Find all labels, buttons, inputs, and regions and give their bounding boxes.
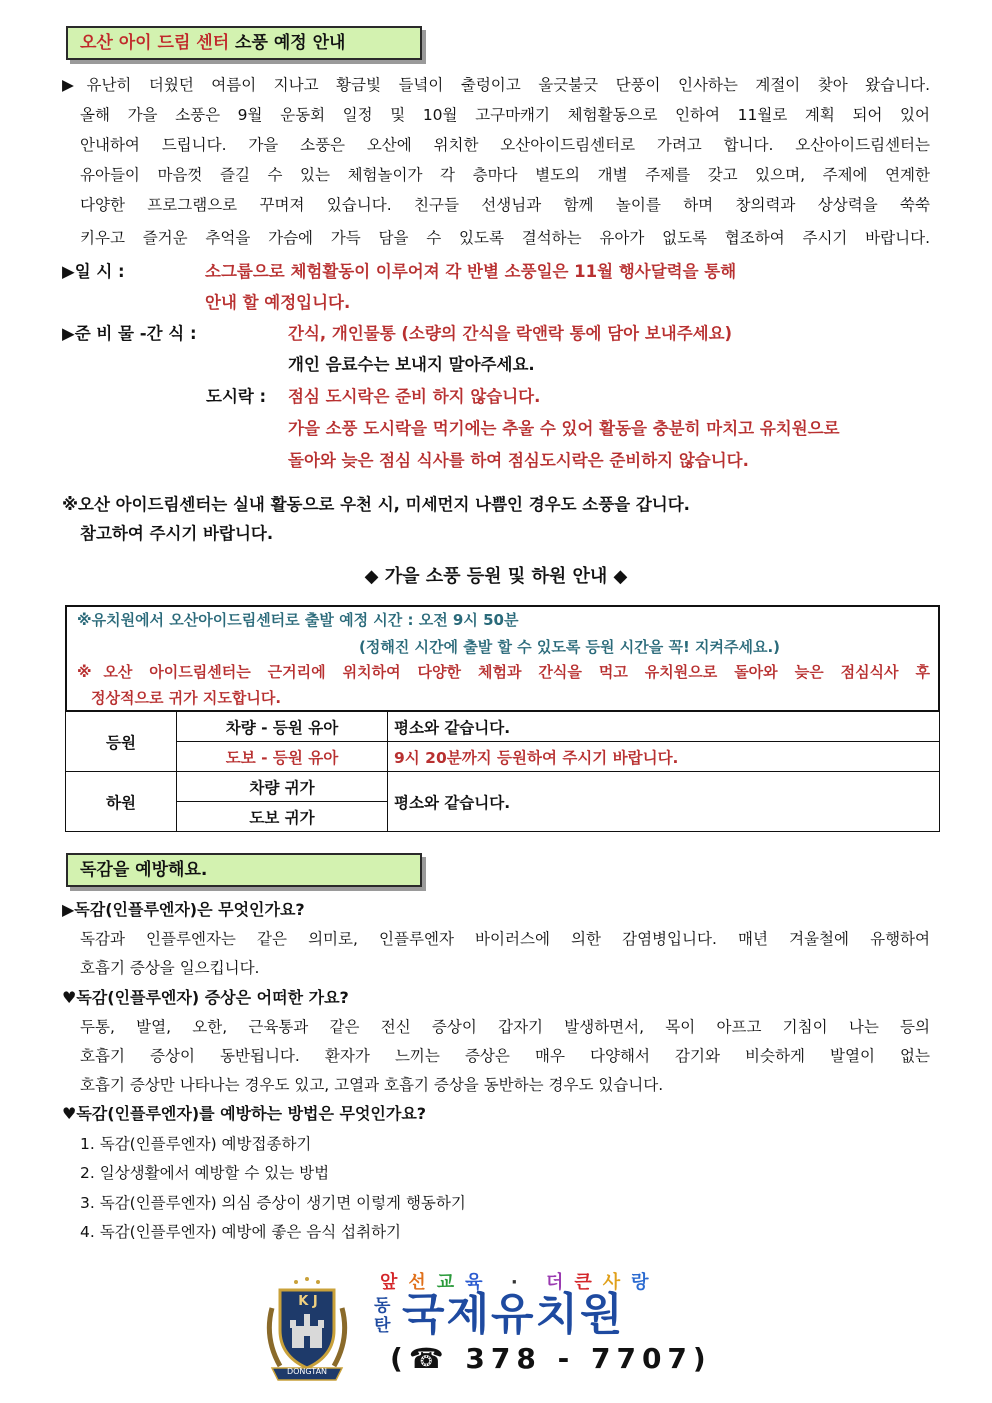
flu-answer-line: 호흡기 증상을 일으킵니다. bbox=[80, 959, 260, 977]
school-name: 국제유치원 bbox=[402, 1289, 625, 1340]
lunch-line: 가을 소풍 도시락을 먹기에는 추울 수 있어 활동을 충분히 마치고 유치원으로 bbox=[288, 419, 840, 438]
list-item: 2. 일상생활에서 예방할 수 있는 방법 bbox=[80, 1164, 330, 1182]
arrive-label: 등원 bbox=[66, 712, 177, 772]
attendance-heading: ◆ 가을 소풍 등원 및 하원 안내 ◆ bbox=[364, 566, 628, 587]
location-label bbox=[374, 1296, 390, 1336]
crest-banner: DONGTAN bbox=[286, 1367, 328, 1376]
table-row bbox=[66, 742, 940, 772]
schedule-line: 안내 할 예정입니다. bbox=[205, 293, 351, 312]
flu-question: ▶독감(인플루엔자)은 무엇인가요? bbox=[62, 900, 305, 919]
return-note: ※오산 아이드림센터는 근거리에 위치하여 다양한 체험과 간식을 먹고 유치원으로 돌아와 늦은 점심식사 후 bbox=[77, 663, 930, 681]
lunch-line: 돌아와 늦은 점심 식사를 하여 점심도시락은 준비하지 않습니다. bbox=[288, 451, 749, 470]
list-item: 1. 독감(인플루엔자) 예방접종하기 bbox=[80, 1135, 312, 1153]
leave-note: 평소와 같습니다. bbox=[388, 772, 940, 832]
weather-note: ※오산 아이드림센터는 실내 활동으로 우천 시, 미세먼지 나쁨인 경우도 소풍을 갑니다. bbox=[62, 495, 690, 514]
table-row bbox=[66, 772, 940, 802]
arrive-walk-note: 9시 20분까지 등원하여 주시기 바랍니다. bbox=[388, 742, 940, 772]
section-title-picnic bbox=[66, 26, 422, 60]
schedule-label: ▶일 시 : bbox=[62, 262, 125, 281]
table-row bbox=[66, 712, 940, 742]
intro-line: 키우고 즐거운 추억을 가슴에 가득 담을 수 있도록 결석하는 유아가 없도록 협조하여 주시기 바랍니다. bbox=[80, 229, 930, 247]
return-note: 정상적으로 귀가 지도합니다. bbox=[91, 689, 282, 707]
location-top: 동 bbox=[374, 1296, 391, 1316]
list-item: 3. 독감(인플루엔자) 의심 증상이 생기면 이렇게 행동하기 bbox=[80, 1194, 466, 1212]
intro-line: 다양한 프로그램으로 꾸며져 있습니다. 친구들 선생님과 함께 놀이를 하며 창의력과 상상력을 쑥쑥 bbox=[80, 196, 930, 214]
flu-answer-line: 두통, 발열, 오한, 근육통과 같은 전신 증상이 갑자기 발생하면서, 목이 아프고 기침이 나는 등의 bbox=[80, 1018, 930, 1036]
prep-label: ▶준 비 물 -간 식 : bbox=[62, 324, 197, 343]
section-title-flu: 독감을 예방해요. bbox=[66, 853, 422, 887]
schedule-line: 소그룹으로 체험활동이 이루어져 각 반별 소풍일은 11월 행사달력을 통해 bbox=[205, 262, 737, 281]
crest-initials: K J bbox=[298, 1294, 318, 1309]
intro-line: 안내하여 드립니다. 가을 소풍은 오산에 위치한 오산아이드림센터로 가려고 합니다. 오산아이드림센터는 bbox=[80, 136, 930, 154]
lunch-label: 도시락 : bbox=[206, 387, 267, 406]
list-item: 4. 독감(인플루엔자) 예방에 좋은 음식 섭취하기 bbox=[80, 1223, 402, 1241]
leave-bus: 차량 귀가 bbox=[177, 772, 388, 802]
prep-line: 간식, 개인물통 (소량의 간식을 락앤락 통에 담아 보내주세요) bbox=[288, 324, 733, 343]
lunch-line: 점심 도시락은 준비 하지 않습니다. bbox=[288, 387, 541, 406]
intro-line: 유아들이 마음껏 즐길 수 있는 체험놀이가 각 층마다 별도의 개별 주제를 갖고 있으며, 주제에 연계한 bbox=[80, 166, 930, 184]
flu-answer-line: 호흡기 증상만 나타나는 경우도 있고, 고열과 호흡기 증상을 동반하는 경우도 있습니다. bbox=[80, 1076, 664, 1094]
flu-answer-line: 호흡기 증상이 동반됩니다. 환자가 느끼는 증상은 매우 다양해서 감기와 비슷하게 발열이 없는 bbox=[80, 1047, 930, 1065]
arrive-walk: 도보 - 등원 유아 bbox=[177, 742, 388, 772]
school-logo bbox=[262, 1268, 712, 1388]
section-title-rest: 소풍 예정 안내 bbox=[229, 33, 346, 53]
departure-reminder: (정해진 시간에 출발 할 수 있도록 등원 시간을 꼭! 지켜주세요.) bbox=[359, 638, 781, 656]
arrive-bus-note: 평소와 같습니다. bbox=[388, 712, 940, 742]
weather-note: 참고하여 주시기 바랍니다. bbox=[80, 524, 274, 543]
school-phone: (☎ 378 - 7707) bbox=[390, 1342, 712, 1375]
flu-question: ♥독감(인플루엔자) 증상은 어떠한 가요? bbox=[62, 988, 349, 1007]
departure-note-box bbox=[65, 605, 940, 712]
section-title-highlight: 오산 아이 드림 센터 bbox=[80, 33, 230, 53]
flu-question: ♥독감(인플루엔자)를 예방하는 방법은 무엇인가요? bbox=[62, 1104, 427, 1123]
leave-walk: 도보 귀가 bbox=[177, 802, 388, 832]
arrive-bus: 차량 - 등원 유아 bbox=[177, 712, 388, 742]
attendance-table bbox=[65, 711, 940, 832]
prep-line: 개인 음료수는 보내지 말아주세요. bbox=[288, 355, 535, 374]
intro-line: 올해 가을 소풍은 9월 운동회 일정 및 10월 고구마캐기 체험활동으로 인하여 11월로 계획 되어 있어 bbox=[80, 106, 930, 124]
intro-line: ▶유난히 더웠던 여름이 지나고 황금빛 들녘이 출렁이고 울긋불긋 단풍이 인사하는 계절이 찾아 왔습니다. bbox=[62, 76, 930, 94]
departure-time: ※유치원에서 오산아이드림센터로 출발 예정 시간 : 오전 9시 50분 bbox=[77, 611, 519, 629]
leave-label: 하원 bbox=[66, 772, 177, 832]
flu-answer-line: 독감과 인플루엔자는 같은 의미로, 인플루엔자 바이러스에 의한 감염병입니다. 매년 겨울철에 유행하여 bbox=[80, 930, 930, 948]
school-slogan: 앞선교육 · 더큰사랑 bbox=[380, 1272, 660, 1293]
location-bottom: 탄 bbox=[374, 1316, 391, 1336]
